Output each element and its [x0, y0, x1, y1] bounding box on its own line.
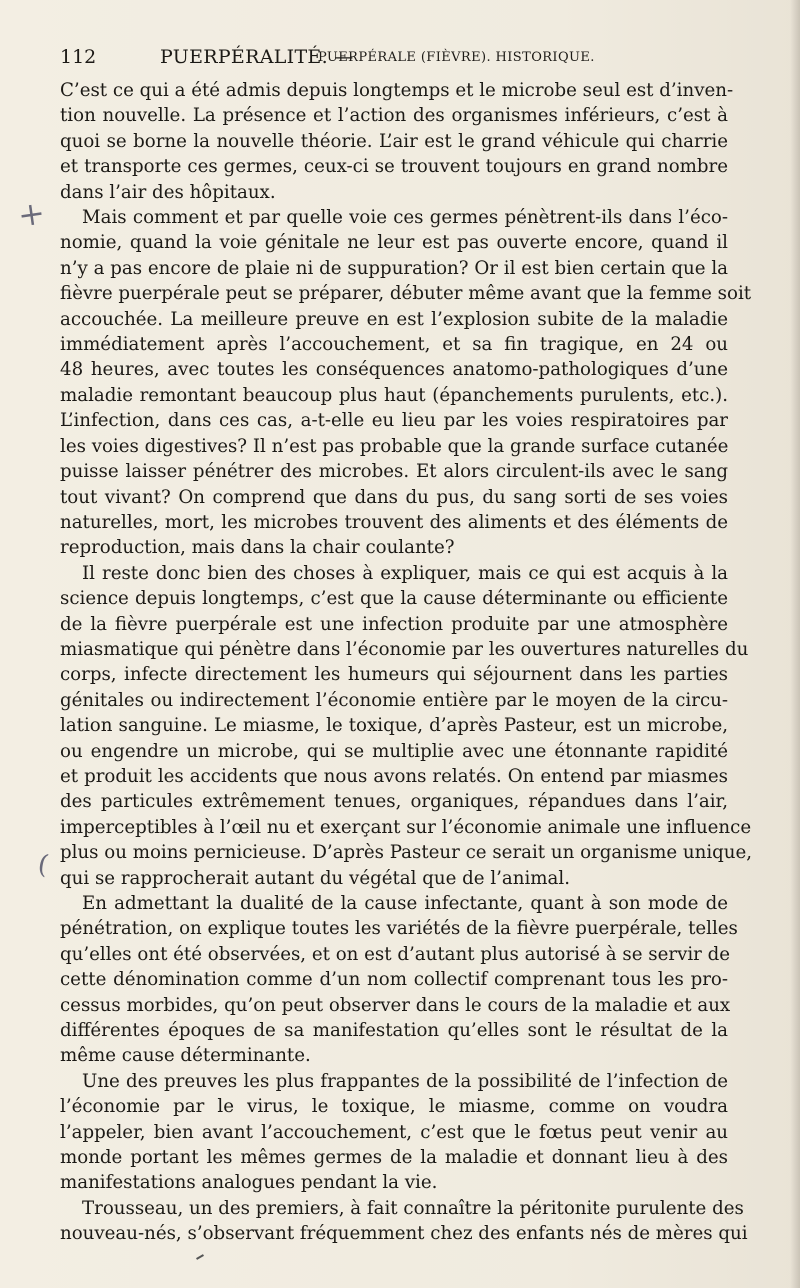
text-line: Mais comment et par quelle voie ces germes pénètrent-ils dans l’éco-	[82, 207, 728, 229]
paragraph	[60, 205, 752, 561]
text-line: maladie remontant beaucoup plus haut (épanchements purulents, etc.).	[60, 384, 728, 406]
text-line: reproduction, mais dans la chair coulante?	[60, 537, 455, 559]
running-title: PUERPÉRALITÉ. —	[160, 46, 354, 68]
text-line: quoi se borne la nouvelle théorie. L’air est le grand véhicule qui charrie	[60, 130, 728, 152]
text-line: imperceptibles à l’œil nu et exerçant sur l’économie animale une influence	[60, 816, 752, 838]
page-number: 112	[60, 46, 97, 68]
text-line: pénétration, on explique toutes les variétés de la fièvre puerpérale, telles	[60, 918, 738, 940]
text-line: et produit les accidents que nous avons relatés. On entend par miasmes	[60, 765, 728, 787]
text-line: L’infection, dans ces cas, a-t-elle eu lieu par les voies respiratoires par	[60, 410, 728, 432]
text-line: nomie, quand la voie génitale ne leur est pas ouverte encore, quand il	[60, 232, 728, 254]
text-line: dans l’air des hôpitaux.	[60, 181, 276, 203]
text-line: Une des preuves les plus frappantes de la possibilité de l’infection de	[82, 1070, 728, 1092]
text-line: En admettant la dualité de la cause infectante, quant à son mode de	[82, 893, 728, 914]
paragraph	[60, 1069, 728, 1196]
text-line: cessus morbides, qu’on peut observer dans le cours de la maladie et aux	[60, 994, 731, 1016]
text-line: science depuis longtemps, c’est que la cause déterminante ou efficiente	[60, 588, 728, 610]
text-line: les voies digestives? Il n’est pas probable que la grande surface cutanée	[60, 435, 729, 457]
text-line: n’y a pas encore de plaie ni de suppuration? Or il est bien certain que la	[60, 257, 728, 279]
text-line: naturelles, mort, les microbes trouvent des aliments et des éléments de	[60, 511, 728, 533]
pencil-margin-mark: (	[35, 849, 51, 881]
text-line: l’appeler, bien avant l’accouchement, c’est que le fœtus peut venir au	[60, 1121, 728, 1143]
text-line: manifestations analogues pendant la vie.	[60, 1172, 438, 1194]
ink-speck	[196, 1254, 204, 1260]
text-line: ou engendre un microbe, qui se multiplie avec une étonnante rapidité	[60, 740, 728, 762]
pencil-cross-mark: +	[15, 193, 48, 235]
text-line: tout vivant? On comprend que dans du pus, du sang sorti de ses voies	[60, 486, 728, 508]
text-line: plus ou moins pernicieuse. D’après Pasteur ce serait un organisme unique,	[60, 842, 753, 864]
paragraph	[60, 1196, 748, 1247]
text-line: et transporte ces germes, ceux-ci se trouvent toujours en grand nombre	[60, 156, 728, 178]
paragraph	[60, 891, 738, 1069]
text-line: accouchée. La meilleure preuve en est l’explosion subite de la maladie	[60, 308, 728, 330]
text-line: miasmatique qui pénètre dans l’économie par les ouvertures naturelles du	[60, 638, 749, 660]
text-line: immédiatement après l’accouchement, et sa fin tragique, en 24 ou	[60, 334, 728, 356]
running-header	[60, 44, 740, 74]
text-line: l’économie par le virus, le toxique, le miasme, comme on voudra	[60, 1096, 728, 1118]
text-line: tion nouvelle. La présence et l’action des organismes inférieurs, c’est à	[60, 105, 728, 127]
text-line: qu’elles ont été observées, et on est d’autant plus autorisé à se servir de	[60, 943, 731, 965]
text-line: Il reste donc bien des choses à expliquer, mais ce qui est acquis à la	[82, 562, 728, 584]
text-line: génitales ou indirectement l’économie entière par le moyen de la circu-	[60, 689, 728, 711]
body-text	[60, 78, 753, 1247]
text-line: des particules extrêmement tenues, organiques, répandues dans l’air,	[60, 791, 728, 813]
paragraph	[60, 561, 753, 891]
running-subtitle: PUERPÉRALE (FIÈVRE). HISTORIQUE.	[318, 50, 595, 65]
text-line: C’est ce qui a été admis depuis longtemps et le microbe seul est d’inven-	[60, 80, 734, 101]
text-line: qui se rapprocherait autant du végétal que de l’animal.	[60, 867, 570, 889]
text-line: monde portant les mêmes germes de la maladie et donnant lieu à des	[60, 1147, 728, 1169]
text-line: corps, infecte directement les humeurs qui séjournent dans les parties	[60, 664, 728, 686]
text-line: cette dénomination comme d’un nom collectif comprenant tous les pro-	[60, 969, 728, 991]
text-line: nouveau-nés, s’observant fréquemment chez des enfants nés de mères qui	[60, 1223, 748, 1245]
text-line: de la fièvre puerpérale est une infection produite par une atmosphère	[60, 613, 728, 635]
paragraph	[60, 78, 734, 205]
text-line: même cause déterminante.	[60, 1045, 311, 1067]
text-line: puisse laisser pénétrer des microbes. Et alors circulent-ils avec le sang	[60, 461, 728, 483]
text-line: Trousseau, un des premiers, à fait connaître la péritonite purulente des	[82, 1197, 744, 1219]
text-line: lation sanguine. Le miasme, le toxique, d’après Pasteur, est un microbe,	[60, 715, 728, 737]
text-line: fièvre puerpérale peut se préparer, débuter même avant que la femme soit	[60, 283, 752, 305]
page-edge-shadow	[790, 0, 800, 1288]
text-line: 48 heures, avec toutes les conséquences anatomo-pathologiques d’une	[60, 359, 728, 381]
text-line: différentes époques de sa manifestation qu’elles sont le résultat de la	[60, 1020, 728, 1042]
